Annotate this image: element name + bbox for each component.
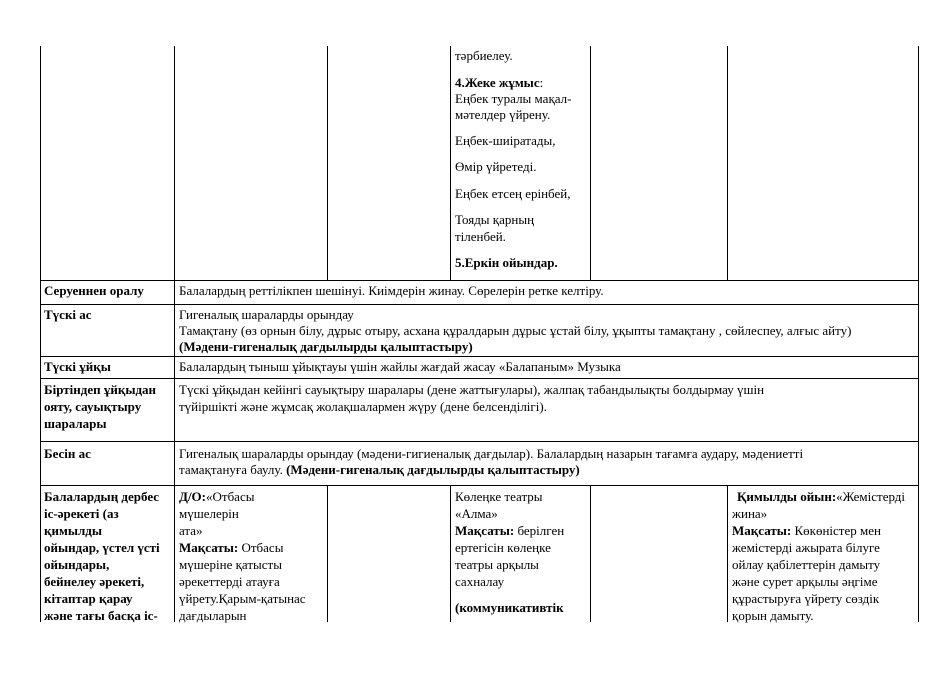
lunch-line: Тамақтану (өз орнын білу, дұрыс отыру, асхана құралдарын дұрыс ұстай білу, ұқыпты тамақтану , сөйлеспеу, алғыс айту) xyxy=(179,323,852,338)
text-line: жемістерді ажырата білуге xyxy=(732,540,880,555)
game-title xyxy=(179,489,254,506)
proverb-line: Тояды қарның xyxy=(455,212,535,227)
label-line: және тағы басқа іс- xyxy=(44,608,158,623)
section-heading-4 xyxy=(455,75,543,92)
label-line: іс-әрекеті (аз xyxy=(44,506,119,521)
row-label-wake: Біртіндеп ұйқыдан xyxy=(44,382,157,397)
text-line: Еңбек туралы мақал- xyxy=(455,91,572,106)
heading-colon: : xyxy=(539,75,544,90)
row-label-lunch: Түскі ас xyxy=(44,307,92,322)
text-line: тәрбиелеу. xyxy=(455,48,513,63)
text-line: жина» xyxy=(732,506,768,521)
text-line: Көлеңке театры xyxy=(455,489,543,504)
text-line: ертегісін көлеңке xyxy=(455,540,551,555)
goal-line xyxy=(732,523,881,540)
border-left xyxy=(40,46,41,622)
snack-bold: (Мәдени-гигеналық дағдылырды қалыптастыру) xyxy=(286,462,580,477)
game-name: «Отбасы xyxy=(206,489,255,504)
game-type: Қимылды ойын: xyxy=(737,489,837,504)
row-text-nap: Балалардың тыныш ұйықтауы үшін жайлы жағдай жасау «Балапаным» Музыка xyxy=(179,359,621,374)
game-title xyxy=(737,489,905,506)
border-right xyxy=(918,46,919,622)
proverb-line: Еңбек етсең ерінбей, xyxy=(455,186,571,201)
wake-line: Түскі ұйқыдан кейінгі сауықтыру шаралары (дене жаттығулары), жалпақ табандылықты болдырмау үшін xyxy=(179,382,765,397)
text-line: ата» xyxy=(179,523,203,538)
goal-text: Отбасы xyxy=(238,540,284,555)
proverb-line: Еңбек-шиіратады, xyxy=(455,133,556,148)
goal-line xyxy=(179,540,283,557)
goal-text: берілген xyxy=(514,523,565,538)
text-line: (коммуникативтік xyxy=(455,600,564,615)
label-line: бейнелеу әрекеті, xyxy=(44,574,145,589)
game-type: Д/О: xyxy=(179,489,206,504)
label-line: ойындар, үстел үсті xyxy=(44,540,160,555)
text-line: ойлау қабілеттерін дамыту xyxy=(732,557,881,572)
goal-line xyxy=(455,523,564,540)
label-divider xyxy=(174,46,175,622)
row-label-walk-return: Серуеннен оралу xyxy=(44,283,144,298)
row-label-snack: Бесін ас xyxy=(44,446,91,461)
text-line: құрастыруға үйрету сөздік xyxy=(732,591,880,606)
lunch-line: (Мәдени-гигеналық дағдылырды қалыптастыру) xyxy=(179,339,473,354)
lunch-line: Гигеналық шараларды орындау xyxy=(179,307,354,322)
text-line: қорын дамыту. xyxy=(732,608,814,623)
label-line: кітаптар қарау xyxy=(44,591,133,606)
text-line: «Алма» xyxy=(455,506,498,521)
snack-plain: тамақтануға баулу. xyxy=(179,462,287,477)
row-label-wake: ояту, сауықтыру xyxy=(44,399,142,414)
label-line: қимылды xyxy=(44,523,103,538)
label-line: Балалардың дербес xyxy=(44,489,160,504)
snack-line: Гигеналық шараларды орындау (мәдени-гигиеналық дағдылар). Балалардың назарын тағамға аудару, мәдениетті xyxy=(179,446,804,461)
goal-label: Мақсаты: xyxy=(179,540,239,555)
text-line: мүшелерін xyxy=(179,506,239,521)
text-line: әрекеттерді атауға xyxy=(179,574,280,589)
text-line: сахналау xyxy=(455,574,505,589)
text-line: театры арқылы xyxy=(455,557,539,572)
heading-text: 4.Жеке жұмыс xyxy=(455,75,540,90)
goal-text: Көкөністер мен xyxy=(791,523,881,538)
snack-line xyxy=(179,462,580,479)
section-heading-5: 5.Еркін ойындар. xyxy=(455,255,558,270)
text-line: мүшеріне қатысты xyxy=(179,557,282,572)
row-text-walk-return: Балалардың реттілікпен шешінуі. Киімдерін жинау. Сөрелерін ретке келтіру. xyxy=(179,283,604,298)
proverb-line: тіленбей. xyxy=(455,229,506,244)
game-name: «Жемістерді xyxy=(836,489,906,504)
goal-label: Мақсаты: xyxy=(455,523,515,538)
row-label-wake: шаралары xyxy=(44,416,107,431)
label-line: ойындары, xyxy=(44,557,110,572)
goal-label: Мақсаты: xyxy=(732,523,792,538)
row-label-nap: Түскі ұйқы xyxy=(44,359,111,374)
text-line: мәтелдер үйрену. xyxy=(455,107,551,122)
text-line: және сурет арқылы әңгіме xyxy=(732,574,878,589)
text-line: үйрету.Қарым-қатынас xyxy=(179,591,306,606)
wake-line: түйіршікті және жұмсақ жолақшалармен жүру (дене белсенділігі). xyxy=(179,399,547,414)
text-line: дағдыларын xyxy=(179,608,247,623)
proverb-line: Өмір үйретеді. xyxy=(455,159,537,174)
